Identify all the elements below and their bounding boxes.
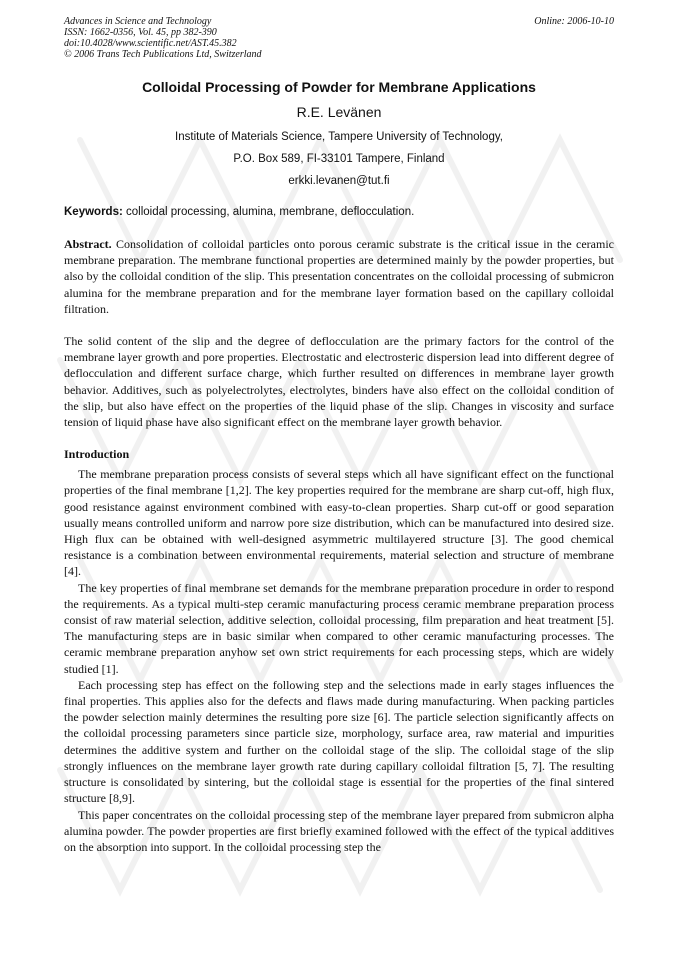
introduction-heading: Introduction [64,447,130,462]
paper-title: Colloidal Processing of Powder for Membrane Applications [142,79,536,95]
author-name: R.E. Levänen [296,104,382,120]
abstract-paragraph-2: The solid content of the slip and the degree of deflocculation are the primary factors for the control of the membrane layer growth and pore properties. Electrostatic and electrosteric dispersion lead into different degree of deflocculation and different surface charge, which further resulted on differences in membrane layer growth behavior. Additives, such as polyelectrolytes, electrolytes, binders have also effect on the colloidal condition of the slip, but also have effect on the properties of the liquid phase of the slip. Changes in viscosity and surface tension of liquid phase have also significant effect on the membrane layer growth behavior. [64,334,614,430]
journal-header [64,16,614,60]
affiliation-line-1: Institute of Materials Science, Tampere University of Technology, [175,131,503,143]
abstract-paragraph [64,236,614,317]
copyright-line: © 2006 Trans Tech Publications Ltd, Switzerland [64,49,262,60]
intro-paragraph-4: This paper concentrates on the colloidal processing step of the membrane layer prepared from submicron alpha alumina powder. The powder properties are first briefly examined followed with the effect of the typical additives on the absorption into support. In the colloidal processing step the [64,807,614,854]
affiliation-block [64,126,614,192]
author-email: erkki.levanen@tut.fi [288,175,390,187]
issn-line: ISSN: 1662-0356, Vol. 45, pp 382-390 [64,27,217,38]
affiliation-line-2: P.O. Box 589, FI-33101 Tampere, Finland [233,153,445,165]
journal-name: Advances in Science and Technology [64,16,212,27]
online-date: Online: 2006-10-10 [534,16,614,27]
keywords-label: Keywords: [64,206,123,218]
doi-line: doi:10.4028/www.scientific.net/AST.45.382 [64,38,237,49]
intro-paragraph-2: The key properties of final membrane set demands for the membrane preparation procedure in order to respond the requirements. As a typical multi-step ceramic manufacturing process ceramic membrane preparation process consist of raw material selection, additive selection, colloidal processing, film preparation and heat treatment [5]. The manufacturing steps are in basic similar when compared to other ceramic manufacturing processes. The ceramic membrane preparation anyhow set own strict requirements for each processing steps, which are widely studied [1]. [64,580,614,676]
intro-paragraph-1: The membrane preparation process consists of several steps which all have significant effect on the functional properties of the final membrane [1,2]. The key properties required for the membrane are sharp cut-off, high flux, good resistance against environment combined with easy-to-clean properties. Sharp cut-off or good separation usually means controlled uniform and narrow pore size distribution, which can be manufactured into desired size. High flux can be obtained with well-designed asymmetric multilayered structure [3]. The good chemical resistance is a combination between environmental requirements, material selection and structure of membrane [4]. [64,467,614,579]
keywords-line [64,206,614,218]
abstract-label: Abstract. [64,237,112,251]
abstract-text: Consolidation of colloidal particles onto porous ceramic substrate is the critical issue in the ceramic membrane preparation. The membrane functional properties are determined mainly by the powder properties, but also by the colloidal condition of the slip. This presentation concentrates on the colloidal processing of submicron alumina for the membrane preparation and for the membrane layer formation based on the capillary colloidal filtration. [64,237,615,316]
intro-paragraph-3: Each processing step has effect on the following step and the selections made in early stages influences the final properties. This applies also for the defects and flaws made during manufacturing. When packing particles the powder selection mainly determines the resulting pore size [6]. The particle selection significantly affects on the colloidal processing parameters since particle size, morphology, surface area, raw material and impurities determines the additive system and further on the colloidal stage of the slip. The colloidal stage of the slip strongly influences on the membrane layer growth rate during capillary colloidal filtration [5, 7]. The resulting structure is consolidated by sintering, but the colloidal stage is essential for the properties of the final sintered structure [8,9]. [64,677,614,806]
keywords-text: colloidal processing, alumina, membrane, deflocculation. [126,206,415,218]
